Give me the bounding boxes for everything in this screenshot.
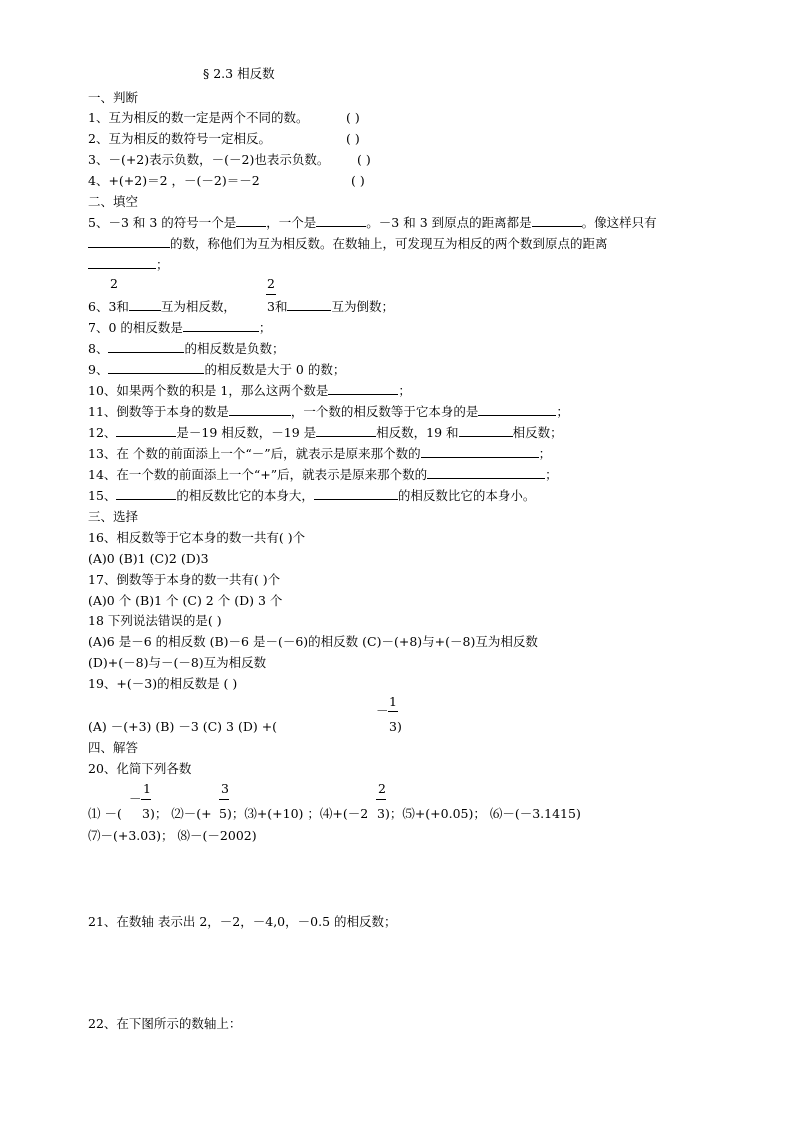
choice-q16-options: (A)0 (B)1 (C)2 (D)3: [88, 551, 209, 566]
fraction-numerator: 2: [378, 781, 386, 796]
fill-q6: 6、3和 互为相反数，: [88, 299, 236, 314]
answer-q21: 21、在数轴 表示出 2，－2，－4,0，－0.5 的相反数；: [88, 914, 397, 929]
choice-q17: 17、倒数等于本身的数一共有( )个: [88, 572, 281, 587]
fraction-numerator: 1: [389, 694, 397, 709]
fraction-bar: [376, 799, 386, 800]
fill-q5: 5、－3 和 3 的符号一个是 ，一个是 。－3 和 3 到原点的距离都是 。像这样只有: [88, 215, 657, 230]
fill-q5-line2: 的数，称他们为互为相反数。在数轴上，可发现互为相反的两个数到原点的距离: [88, 236, 608, 252]
fill-q6-part2: 3和 互为倒数；: [267, 299, 394, 314]
choice-q17-options: (A)0 个 (B)1 个 (C) 2 个 (D) 3 个: [88, 593, 283, 608]
fraction-numerator: 3: [221, 781, 229, 796]
blank[interactable]: [236, 215, 266, 227]
judge-paren-3[interactable]: ( ): [357, 152, 371, 167]
answer-q20-part4: 3)；⑸+(+0.05)； ⑹－(－3.1415): [377, 806, 581, 821]
blank[interactable]: [183, 320, 259, 332]
fill-q9: 9、 的相反数是大于 0 的数；: [88, 362, 346, 377]
minus-sign: －: [376, 703, 389, 718]
blank[interactable]: [116, 425, 176, 437]
blank[interactable]: [229, 404, 291, 416]
blank[interactable]: [316, 425, 376, 437]
fill-q8: 8、 的相反数是负数；: [88, 341, 285, 356]
blank[interactable]: [316, 215, 366, 227]
blank[interactable]: [88, 236, 170, 248]
fraction-bar: [266, 294, 276, 295]
answer-q20-row2: ⑺－(+3.03)； ⑻－(－2002): [88, 828, 257, 843]
fill-q10: 10、如果两个数的积是 1，那么这两个数是 ；: [88, 383, 411, 398]
choice-q18-option-d: (D)+(－8)与－(－8)互为相反数: [88, 655, 267, 670]
fraction-bar: [388, 711, 398, 712]
fill-q7: 7、0 的相反数是 ；: [88, 320, 272, 335]
answer-q20-part1: ⑴ －(: [88, 806, 122, 821]
blank[interactable]: [287, 299, 331, 311]
fraction-bar: [219, 799, 229, 800]
fill-q15: 15、 的相反数比它的本身大， 的相反数比它的本身小。: [88, 488, 536, 503]
fill-q11: 11、倒数等于本身的数是 ，一个数的相反数等于它本身的是 ；: [88, 404, 569, 419]
section-heading-choice: 三、选择: [88, 509, 139, 524]
section-heading-fill: 二、填空: [88, 194, 139, 209]
fill-q13: 13、在 个数的前面添上一个“－”后，就表示是原来那个数的 ；: [88, 446, 552, 461]
blank[interactable]: [532, 215, 582, 227]
answer-q20: 20、化简下列各数: [88, 761, 192, 776]
answer-q20-part2: 5)；⑶+(+10) ；⑷+(－2: [219, 806, 369, 821]
fraction-numerator: 2: [267, 276, 275, 291]
minus-sign: －: [129, 791, 142, 806]
answer-q22: 22、在下图所示的数轴上：: [88, 1016, 242, 1031]
section-heading-answer: 四、解答: [88, 740, 139, 755]
judge-item-2: 2、互为相反的数符号一定相反。: [88, 131, 271, 146]
fraction-bar: [141, 799, 151, 800]
judge-item-3: 3、－(+2)表示负数，－(－2)也表示负数。: [88, 152, 330, 167]
judge-paren-1[interactable]: ( ): [346, 110, 360, 125]
fill-q12: 12、 是－19 相反数，－19 是 相反数，19 和 相反数；: [88, 425, 563, 440]
choice-q18-options: (A)6 是－6 的相反数 (B)－6 是－(－6)的相反数 (C)－(+8)与+(－8)互为相反数: [88, 634, 538, 649]
blank[interactable]: [421, 446, 539, 458]
fill-q5-line3: ；: [88, 257, 169, 273]
fill-q14: 14、在一个数的前面添上一个“+”后，就表示是原来那个数的 ；: [88, 467, 558, 482]
choice-q19-options: (A) －(+3) (B) －3 (C) 3 (D) +(: [88, 719, 278, 734]
fraction-numerator: 2: [110, 276, 118, 291]
answer-q20-part1-den: 3)； ⑵－(+: [142, 806, 212, 821]
choice-q16: 16、相反数等于它本身的数一共有( )个: [88, 530, 306, 545]
fraction-denominator: 3): [389, 719, 402, 734]
judge-item-4: 4、+(+2)＝2 ，－(－2)＝－2: [88, 173, 260, 188]
blank[interactable]: [328, 383, 398, 395]
judge-item-1: 1、互为相反的数一定是两个不同的数。: [88, 110, 309, 125]
choice-q19: 19、+(－3)的相反数是 ( ): [88, 676, 238, 691]
blank[interactable]: [129, 299, 161, 311]
blank[interactable]: [108, 341, 184, 353]
blank[interactable]: [108, 362, 204, 374]
blank[interactable]: [116, 488, 176, 500]
blank[interactable]: [478, 404, 556, 416]
judge-paren-4[interactable]: ( ): [351, 173, 365, 188]
blank[interactable]: [459, 425, 513, 437]
fraction-numerator: 1: [143, 781, 151, 796]
blank[interactable]: [427, 467, 545, 479]
blank[interactable]: [314, 488, 398, 500]
judge-paren-2[interactable]: ( ): [346, 131, 360, 146]
page-title: § 2.3 相反数: [203, 66, 275, 81]
choice-q18: 18 下列说法错误的是( ): [88, 613, 222, 628]
section-heading-judge: 一、判断: [88, 90, 139, 105]
blank[interactable]: [88, 257, 156, 269]
